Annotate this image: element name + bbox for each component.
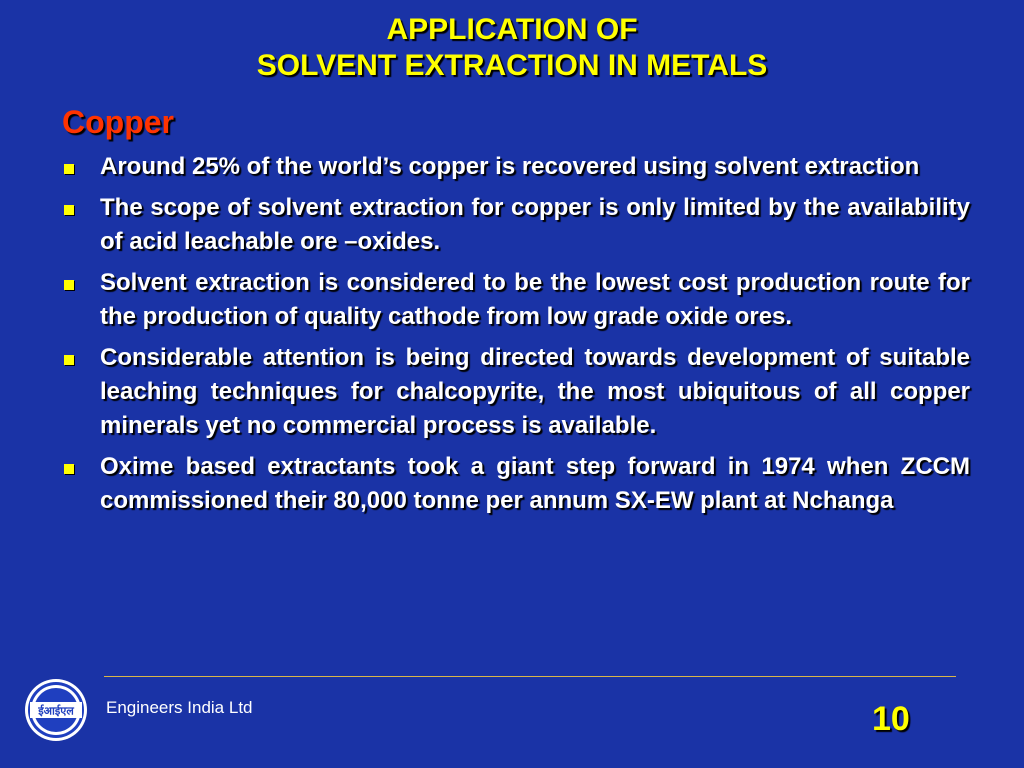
page-number: 10 xyxy=(872,700,910,738)
title-line-2: SOLVENT EXTRACTION IN METALS xyxy=(256,49,768,82)
bullet-item xyxy=(62,150,970,184)
square-bullet-icon xyxy=(64,205,74,215)
square-bullet-icon xyxy=(64,355,74,365)
bullet-text: Considerable attention is being directed towards development of suitable leaching techniques for chalcopyrite, the most ubiquitous of all copper minerals yet no commercial process is available. xyxy=(100,344,970,439)
title-line-1: APPLICATION OF xyxy=(386,13,638,46)
square-bullet-icon xyxy=(64,464,74,474)
footer-divider xyxy=(104,676,956,677)
bullet-item xyxy=(62,191,970,259)
bullet-text: Around 25% of the world’s copper is recovered using solvent extraction xyxy=(100,153,920,180)
bullet-text: Solvent extraction is considered to be the lowest cost production route for the production of quality cathode from low grade oxide ores. xyxy=(100,269,970,330)
bullet-item xyxy=(62,341,970,443)
company-logo-icon xyxy=(24,678,88,742)
bullet-text: The scope of solvent extraction for copper is only limited by the availability of acid leachable ore –oxides. xyxy=(100,194,970,255)
square-bullet-icon xyxy=(64,164,74,174)
square-bullet-icon xyxy=(64,280,74,290)
slide-subtitle: Copper xyxy=(62,104,174,140)
bullet-item xyxy=(62,450,970,518)
slide-title xyxy=(0,12,1024,84)
bullet-item xyxy=(62,266,970,334)
logo-text: ईआईएल xyxy=(38,704,74,718)
company-name: Engineers India Ltd xyxy=(106,698,253,717)
bullet-text: Oxime based extractants took a giant step forward in 1974 when ZCCM commissioned their 80,000 tonne per annum SX-EW plant at Nchanga xyxy=(100,453,970,514)
bullet-list xyxy=(62,150,970,525)
